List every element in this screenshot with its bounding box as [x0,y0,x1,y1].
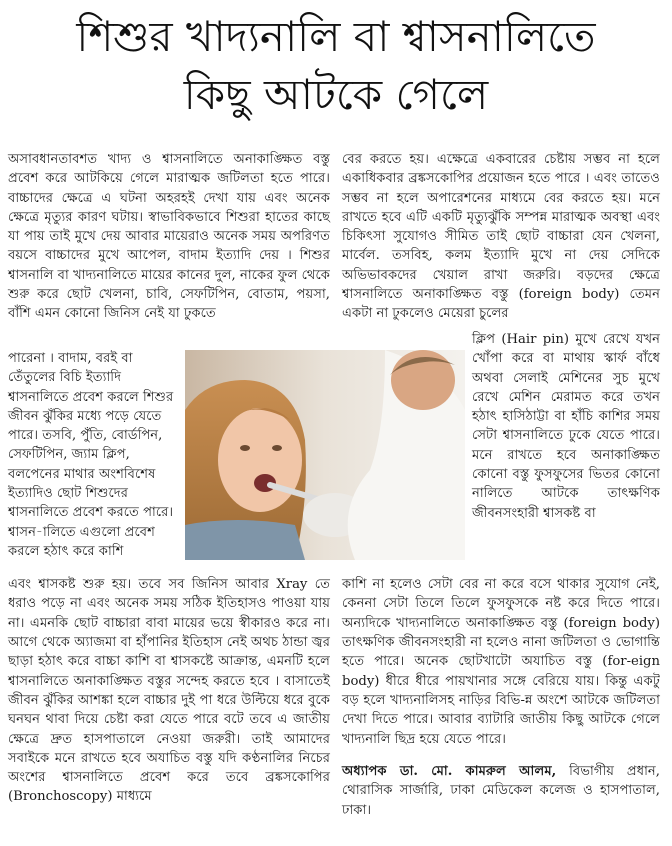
headline-line-2: কিছু আটকে গেলে [183,70,489,119]
paragraph-left-below: এবং শ্বাসকষ্ট শুরু হয়। তবে সব জিনিস আবার Xray তে ধরাও পড়ে না এবং অনেক সময় সঠিক ইতিহাসও পাওয়া যায় না। এমনকি ছোট বাচ্চারা বাবা মায়ের ভয়ে স্বীকারও করে না। আগে থেকে অ্যাজমা বা হাঁপানির ইতিহাস নেই অথচ ঠান্ডা জ্বর ছাড়া হঠাৎ করে বাচ্চা কাশি বা শ্বাসকষ্টে আক্রান্ত, এমনটি হলে শ্বাসনালিতে অনাকাঙ্ক্ষিত বস্তুর সন্দেহ করতে হবে । বাসাতেই জীবন ঝুঁকির আশঙ্কা হলে বাচ্চার দুই পা ধরে উল্টিয়ে ধরে বুকে ঘনঘন থাবা দিয়ে চেষ্টা করা যেতে পারে বটে তবে এ জাতীয় ক্ষেত্রে দ্রুত হাসপাতালে নেওয়া জরুরী। তাই আমাদের সবাইকে মনে রাখতে হবে অযাচিত বস্তু যদি কণ্ঠনালির নিচের অংশের শ্বাসনালিতে প্রবেশ করে তবে ব্রঙ্কসকোপির (Bronchoscopy) মাধ্যমে [8,577,330,805]
paragraph-right-below: কাশি না হলেও সেটা বের না করে বসে থাকার সুযোগ নেই, কেননা সেটা তিলে তিলে ফুসফুসকে নষ্ট করে দিতে পারে। অন্যদিকে খাদ্যনালিতে অনাকাঙ্ক্ষিত বস্তু (foreign body) তাৎক্ষণিক জীবনসংহারী না হলেও নানা জটিলতা ও ভোগান্তি হতে পারে। অনেক ছোটখাটো অযাচিত বস্তু (for-eign body) ধীরে ধীরে পায়খানার সঙ্গে বেরিয়ে যায়। কিন্তু একটু বড় হলে খাদ্যনালিসহ নাড়ির বিভি-ন্ন অংশে আটকে জটিলতা দেখা দিতে পারে। আবার ব্যাটারি জাতীয় কিছু আটকে গেলে খাদ্যনালি ছিদ্র হয়ে যেতে পারে। [342,577,660,747]
child-throat-exam-photo [185,350,465,560]
paragraph-left-top: অসাবধানতাবশত খাদ্য ও শ্বাসনালিতে অনাকাঙ্ক্ষিত বস্তু প্রবেশ করে আটকিয়ে গেলে মারাত্মক জটিলতা হতে পারে। বাচ্চাদের ক্ষেত্রে এ ঘটনা অহরহই দেখা যায় এবং অনেক ক্ষেত্রে মৃত্যুর কারণ ঘটায়। স্বাভাবিকভাবে শিশুরা হাতের কাছে যা পায় তাই মুখে দেয় আবার মায়েরাও অনেক সময় অপরিণত বয়সে বাচ্চাদের মুখে আপেল, বাদাম ইত্যাদি দেয় । শিশুর শ্বাসনালি বা খাদ্যনালিতে মায়ের কানের দুল, নাকের ফুল থেকে শুরু করে ছোট খেলনা, চাবি, সেফটিপিন, বোতাম, পয়সা, বাঁশি এমন কোনো জিনিস নেই যা ঢুকতে [8,152,330,322]
left-wrap-text [8,349,178,561]
right-wrap-text [472,330,660,523]
left-column-bottom [8,562,330,820]
author-affiliation: বিভাগীয় প্রধান, থোরাসিক সার্জারি, ঢাকা মেডিকেল কলেজ ও হাসপাতাল, ঢাকা। [342,764,660,818]
paragraph-left-wrap: পারেনা । বাদাম, বরই বা তেঁতুলের বিচি ইত্যাদি শ্বাসনালিতে প্রবেশ করলে শিশুর জীবন ঝুঁকির মধ্যে পড়ে যেতে পারে। তসবি, পুঁতি, বোর্ডপিন, সেফটিপিন, জ্যাম ক্লিপ, বলপেনের মাথার অংশবিশেষ ইত্যাদিও ছোট শিশুদের শ্বাসনালিতে প্রবেশ করতে পারে। শ্বাসন-ালিতে এগুলো প্রবেশ করলে হঠাৎ করে কাশি [8,351,174,559]
author-credit [342,762,660,820]
headline-line-1: শিশুর খাদ্যনালি বা শ্বাসনালিতে [76,12,596,61]
right-column-bottom [342,562,660,833]
author-name: অধ্যাপক ডা. মো. কামরুল আলম, [342,764,557,780]
article-headline [0,8,672,124]
paragraph-right-wrap: ক্লিপ (Hair pin) মুখে রেখে যখন খোঁপা করে বা মাথায় স্কার্ফ বাঁধে অথবা সেলাই মেশিনের সুচ মুখে রেখে মেশিন মেরামত করে তখন হঠাৎ হাসিঠাট্টা বা হাঁচি কাশির সময় সেটা শ্বাসনালিতে ঢুকে যেতে পারে। মনে রাখতে হবে অনাকাঙ্ক্ষিত কোনো বস্তু ফুসফুসের ভিতর কোনো নালিতে আটকে তাৎক্ষণিক জীবনসংহারী শ্বাসকষ্ট বা [472,332,660,521]
article-photo [185,350,465,560]
paragraph-right-top: বের করতে হয়। এক্ষেত্রে একবারের চেষ্টায় সম্ভব না হলে একাধিকবার ব্রঙ্কসকোপির প্রয়োজন হতে পারে । এবং তাতেও সম্ভব না হলে অপারেশনের মাধ্যমে বের করতে হয়। মনে রাখতে হবে এটি একটি মৃত্যুঝুঁকি সম্পন্ন মারাত্মক অবস্থা এবং চিকিৎসা সুযোগও সীমিত তাই ছোট বাচ্চারা যেন খেলনা, মার্বেল. তসবিহ, কলম ইত্যাদি মুখে না দেয় সেদিকে অভিভাবকদের খেয়াল রাখা জরুরি। বড়দের ক্ষেত্রে শ্বাসনালিতে অনাকাঙ্ক্ষিত বস্তু (foreign body) তেমন একটা না ঢুকলেও মেয়েরা চুলের [342,152,660,322]
left-column-top [8,150,330,324]
right-column-top [342,150,660,324]
